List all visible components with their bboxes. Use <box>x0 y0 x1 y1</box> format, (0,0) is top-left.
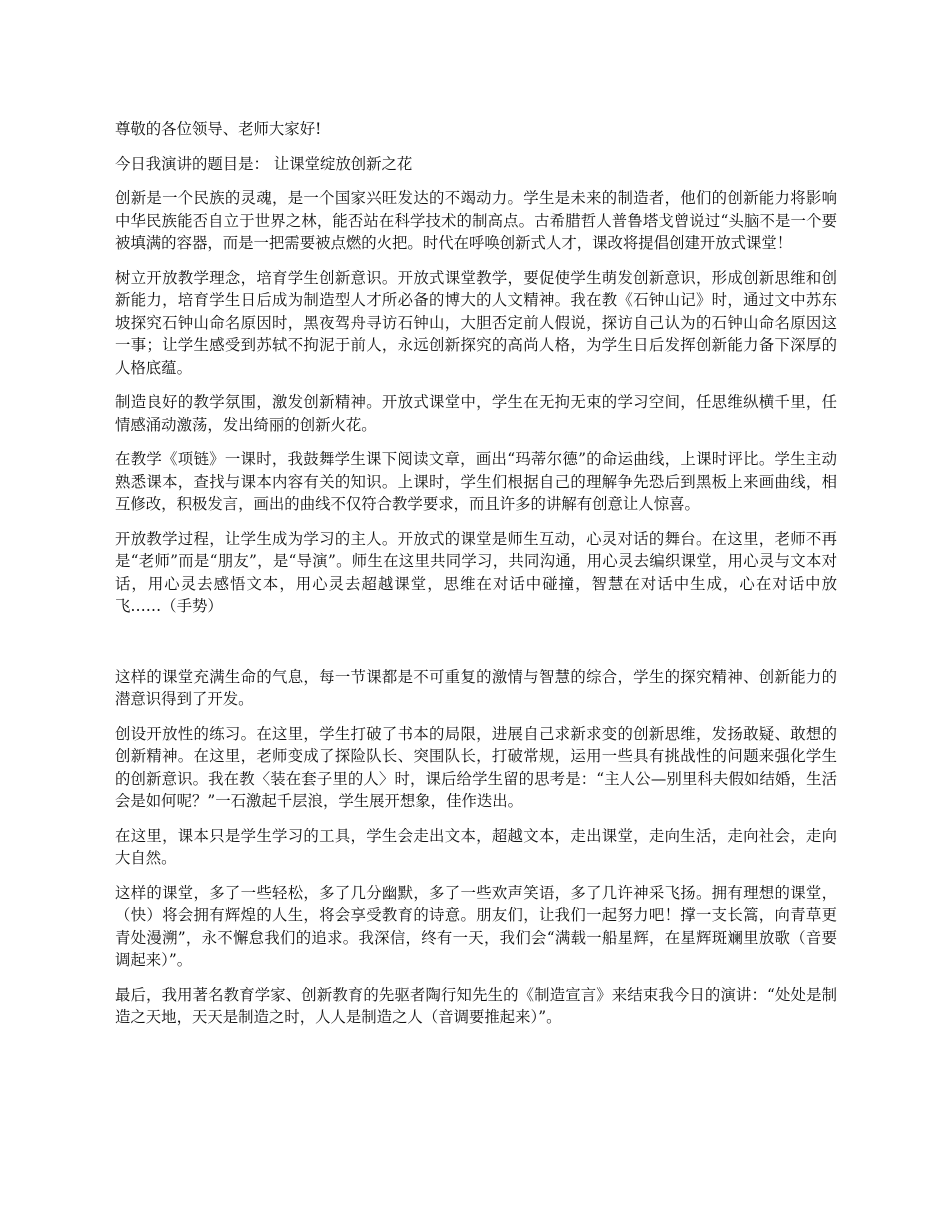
paragraph-teaching-concept: 树立开放教学理念，培育学生创新意识。开放式课堂教学，要促使学生萌发创新意识，形成创新思维和创新能力，培育学生日后成为制造型人才所必备的博大的人文精神。我在教《石钟山记》时，通过文中苏东坡探究石钟山命名原因时，黑夜驾舟寻访石钟山，大胆否定前人假说，探访自己认为的石钟山命名原因这一事；让学生感受到苏轼不拘泥于前人，永远创新探究的高尚人格，为学生日后发挥创新能力备下深厚的人格底蕴。 <box>115 268 837 377</box>
paragraph-ideal-classroom: 这样的课堂，多了一些轻松，多了几分幽默，多了一些欢声笑语，多了几许神采飞扬。拥有理想的课堂，（快）将会拥有辉煌的人生，将会享受教育的诗意。朋友们，让我们一起努力吧！撑一支长篙，向青草更青处漫溯”，永不懈怠我们的追求。我深信，终有一天，我们会“满载一船星辉，在星辉斑斓里放歌（音要调起来）”。 <box>115 883 837 969</box>
paragraph-necklace-lesson: 在教学《项链》一课时，我鼓舞学生课下阅读文章，画出“玛蒂尔德”的命运曲线，上课时评比。学生主动熟悉课本，查找与课本内容有关的知识。上课时，学生们根据自己的理解争先恐后到黑板上来画曲线，相互修改，积极发言，画出的曲线不仅符合教学要求，而且许多的讲解有创意让人惊喜。 <box>115 450 837 513</box>
speech-topic: 今日我演讲的题目是： 让课堂绽放创新之花 <box>115 154 413 173</box>
paragraph-conclusion: 最后，我用著名教育学家、创新教育的先驱者陶行知先生的《制造宣言》来结束我今日的演讲：“处处是制造之天地，天天是制造之时，人人是制造之人（音调要推起来）”。 <box>115 985 837 1026</box>
paragraph-open-exercises: 创设开放性的练习。在这里，学生打破了书本的局限，进展自己求新求变的创新思维，发扬敢疑、敢想的创新精神。在这里，老师变成了探险队长、突围队长，打破常规，运用一些具有挑战性的问题来强化学生的创新意识。我在教〈装在套子里的人〉时，课后给学生留的思考是：“主人公—别里科夫假如结婚，生活会是如何呢？”一石激起千层浪，学生展开想象，佳作迭出。 <box>115 724 837 810</box>
document-page <box>115 118 837 1041</box>
page-gap <box>115 630 837 666</box>
paragraph-classroom-life: 这样的课堂充满生命的气息，每一节课都是不可重复的激情与智慧的综合，学生的探究精神、创新能力的潜意识得到了开发。 <box>115 667 837 708</box>
paragraph-textbook-tool: 在这里，课本只是学生学习的工具，学生会走出文本，超越文本，走出课堂，走向生活，走向社会，走向大自然。 <box>115 826 837 867</box>
paragraph-open-process: 开放教学过程，让学生成为学习的主人。开放式的课堂是师生互动，心灵对话的舞台。在这里，老师不再是“老师”而是“朋友”，是“导演”。师生在这里共同学习，共同沟通，用心灵去编织课堂，用心灵与文本对话，用心灵去感悟文本，用心灵去超越课堂，思维在对话中碰撞，智慧在对话中生成，心在对话中放飞……（手势） <box>115 529 837 615</box>
paragraph-atmosphere: 制造良好的教学氛围，激发创新精神。开放式课堂中，学生在无拘无束的学习空间，任思维纵横千里，任情感涌动激荡，发出绮丽的创新火花。 <box>115 393 837 434</box>
salutation: 尊敬的各位领导、老师大家好! <box>115 120 322 138</box>
paragraph-intro: 创新是一个民族的灵魂，是一个国家兴旺发达的不竭动力。学生是未来的制造者，他们的创新能力将影响中华民族能否自立于世界之林，能否站在科学技术的制高点。古希腊哲人普鲁塔戈曾说过“头脑不是一个要被填满的容器，而是一把需要被点燃的火把。时代在呼唤创新式人才，课改将提倡创建开放式课堂！ <box>115 189 837 252</box>
